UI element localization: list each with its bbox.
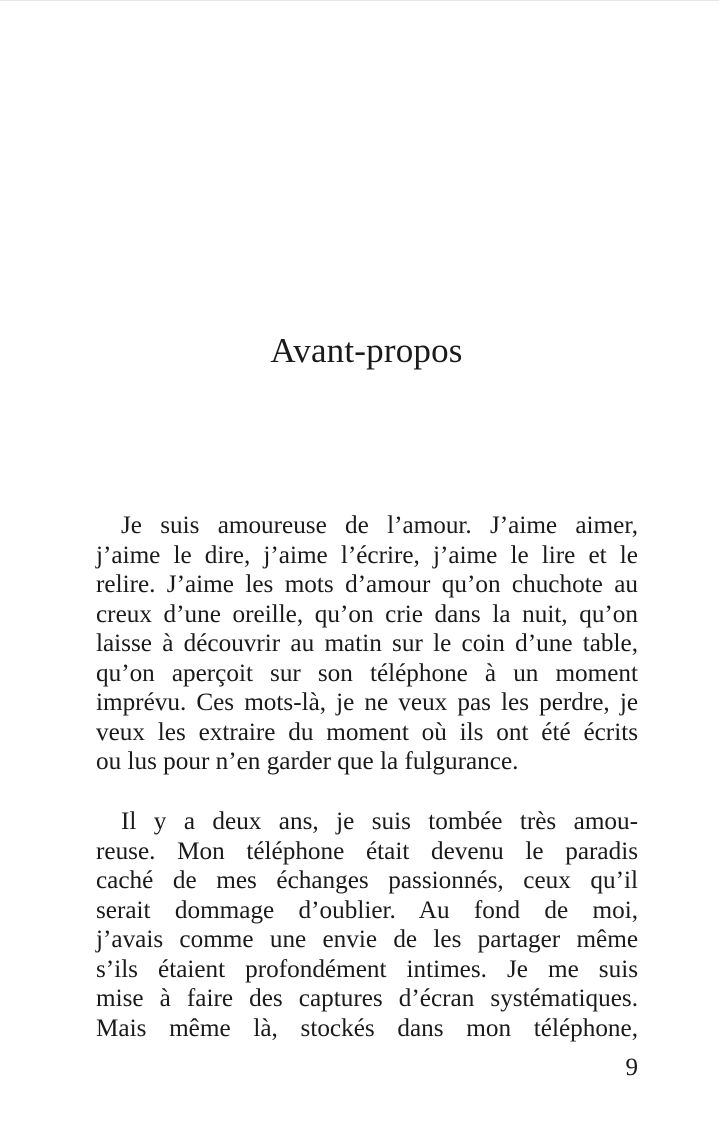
paragraph-line: creux d’une oreille, qu’on crie dans la nuit, qu’on xyxy=(96,600,638,628)
paragraph-line: qu’on aperçoit sur son téléphone à un moment xyxy=(96,659,638,687)
paragraph-1 xyxy=(96,511,638,777)
paragraph-line: imprévu. Ces mots-là, je ne veux pas les perdre, je xyxy=(96,689,638,716)
paragraph-line: veux les extraire du moment où ils ont été écrits xyxy=(96,718,638,746)
page-number: 9 xyxy=(625,1054,638,1081)
paragraph-line: ou lus pour n’en garder que la fulgurance. xyxy=(96,748,519,775)
chapter-title: Avant-propos xyxy=(270,331,463,370)
paragraph-line: mise à faire des captures d’écran systématiques. xyxy=(96,985,638,1012)
paragraph-line: Il y a deux ans, je suis tombée très amou- xyxy=(121,808,638,835)
paragraph-line: reuse. Mon téléphone était devenu le paradis xyxy=(96,837,638,865)
paragraph-line: serait dommage d’oublier. Au fond de moi, xyxy=(96,896,638,924)
paragraph-line: caché de mes échanges passionnés, ceux qu’il xyxy=(96,867,638,894)
paragraph-line: j’avais comme une envie de les partager même xyxy=(96,926,638,953)
paragraph-line: laisse à découvrir au matin sur le coin d’une table, xyxy=(96,630,638,657)
paragraph-2 xyxy=(96,807,638,1043)
paragraph-line: Je suis amoureuse de l’amour. J’aime aimer, xyxy=(121,512,638,539)
paragraph-line: j’aime le dire, j’aime l’écrire, j’aime le lire et le xyxy=(96,541,638,569)
paragraph-line: s’ils étaient profondément intimes. Je me suis xyxy=(96,955,638,983)
paragraph-line: Mais même là, stockés dans mon téléphone, xyxy=(96,1014,638,1042)
paragraph-line: relire. J’aime les mots d’amour qu’on chuchote au xyxy=(96,571,638,598)
